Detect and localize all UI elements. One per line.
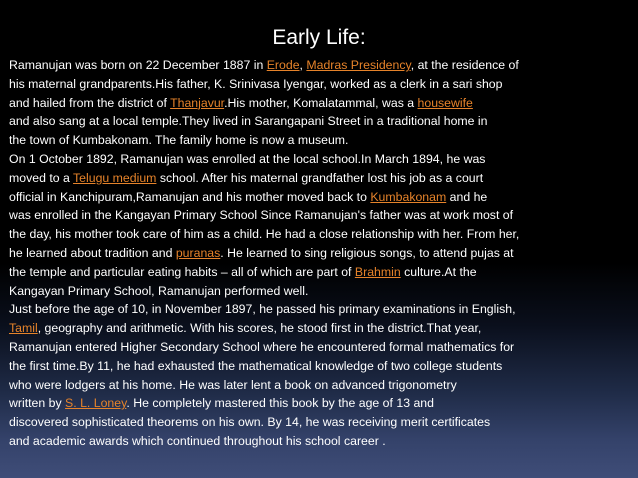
- body-line: [9, 357, 629, 376]
- body-line: [9, 169, 629, 188]
- body-line: [9, 150, 629, 169]
- body-line: [9, 394, 629, 413]
- body-text-segment: culture.At the: [400, 264, 477, 279]
- body-text-segment: ,: [299, 58, 307, 72]
- body-text-segment: discovered sophisticated theorems on his own. By 14, he was receiving merit certificates: [9, 415, 491, 430]
- body-text-segment: the first time.By 11, he had exhausted the mathematical knowledge of two college students: [9, 358, 503, 373]
- link-s-l-loney[interactable]: S. L. Loney: [65, 396, 127, 411]
- slide-title: Early Life:: [272, 26, 366, 49]
- link-housewife[interactable]: housewife: [417, 95, 473, 110]
- link-madras-presidency[interactable]: Madras Presidency: [306, 58, 411, 72]
- body-text-segment: . He completely mastered this book by the age of 13 and: [126, 396, 434, 411]
- body-line: [9, 376, 629, 395]
- body-line: [9, 300, 629, 319]
- body-text-segment: the day, his mother took care of him as a child. He had a close relationship with her. From her,: [9, 227, 520, 242]
- link-thanjavur[interactable]: Thanjavur: [170, 95, 225, 110]
- body-line: [9, 338, 629, 357]
- body-line: [9, 319, 629, 338]
- body-text-segment: his maternal grandparents.His father, K. Srinivasa Iyengar, worked as a clerk in a sari shop: [9, 76, 503, 91]
- body-text-segment: he learned about tradition and: [9, 245, 176, 260]
- slide-body-text: [9, 56, 629, 451]
- body-text-segment: , at the residence of: [410, 58, 519, 72]
- body-text-segment: school. After his maternal grandfather lost his job as a court: [156, 170, 484, 185]
- body-line: [9, 282, 629, 301]
- link-puranas[interactable]: puranas: [175, 245, 221, 260]
- body-text-segment: who were lodgers at his home. He was later lent a book on advanced trigonometry: [9, 377, 457, 392]
- link-brahmin[interactable]: Brahmin: [354, 264, 401, 279]
- body-line: [9, 432, 629, 451]
- body-text-segment: Just before the age of 10, in November 1897, he passed his primary examinations in English,: [9, 302, 516, 317]
- body-line: [9, 75, 629, 94]
- body-line: [9, 206, 629, 225]
- body-line: [9, 56, 629, 75]
- body-text-segment: On 1 October 1892, Ramanujan was enrolled at the local school.In March 1894, he was: [9, 151, 486, 166]
- link-kumbakonam[interactable]: Kumbakonam: [370, 189, 447, 204]
- link-tamil[interactable]: Tamil: [9, 321, 38, 336]
- body-text-segment: . He learned to sing religious songs, to attend pujas at: [220, 245, 514, 260]
- body-line: [9, 263, 629, 282]
- body-text-segment: Ramanujan entered Higher Secondary School where he encountered formal mathematics for: [9, 339, 515, 354]
- body-line: [9, 131, 629, 150]
- body-text-segment: and also sang at a local temple.They lived in Sarangapani Street in a traditional home in: [9, 114, 488, 129]
- body-line: [9, 244, 629, 263]
- body-text-segment: and he: [446, 189, 488, 204]
- body-text-segment: .His mother, Komalatammal, was a: [224, 95, 418, 110]
- link-telugu-medium[interactable]: Telugu medium: [73, 170, 157, 185]
- body-line: [9, 413, 629, 432]
- body-text-segment: Kangayan Primary School, Ramanujan performed well.: [9, 283, 309, 298]
- body-text-segment: written by: [9, 396, 66, 411]
- link-erode[interactable]: Erode: [266, 58, 300, 72]
- body-text-segment: the temple and particular eating habits – all of which are part of: [9, 264, 355, 279]
- body-text-segment: Ramanujan was born on 22 December 1887 in: [9, 58, 267, 72]
- body-text-segment: the town of Kumbakonam. The family home is now a museum.: [9, 133, 349, 148]
- body-text-segment: and hailed from the district of: [9, 95, 171, 110]
- body-line: [9, 188, 629, 207]
- body-text-segment: was enrolled in the Kangayan Primary School Since Ramanujan's father was at work most of: [9, 208, 514, 223]
- body-text-segment: moved to a: [9, 170, 74, 185]
- body-line: [9, 225, 629, 244]
- body-line: [9, 94, 629, 113]
- body-text-segment: and academic awards which continued throughout his school career .: [9, 433, 386, 448]
- body-text-segment: , geography and arithmetic. With his scores, he stood first in the district.That year,: [37, 321, 482, 336]
- body-line: [9, 112, 629, 131]
- body-text-segment: official in Kanchipuram,Ramanujan and his mother moved back to: [9, 189, 371, 204]
